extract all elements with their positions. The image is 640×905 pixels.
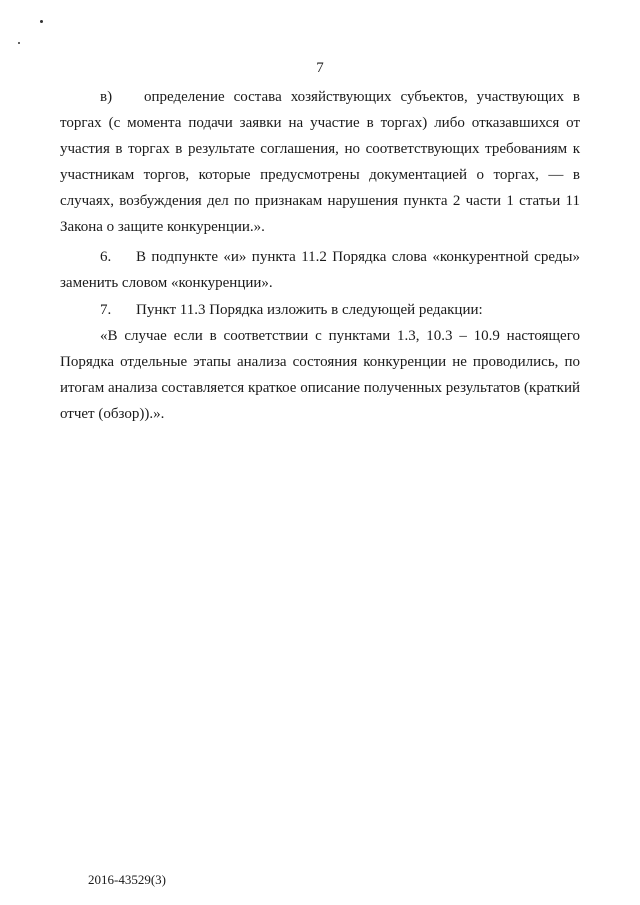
item-7-text: Пункт 11.3 Порядка изложить в следующей редакции: xyxy=(136,302,483,318)
item-7-paragraph xyxy=(60,297,580,323)
scan-speck xyxy=(18,42,20,44)
item-6-number: 6. xyxy=(100,249,112,265)
item-6-first-line: В подпункте «и» пункта 11.2 Порядка слова «конкурентной среды» xyxy=(136,249,580,265)
quoted-text-paragraph xyxy=(60,323,580,427)
page-number: 7 xyxy=(316,60,324,76)
document-code: 2016-43529(3) xyxy=(88,872,166,887)
item-6-rest: заменить словом «конкуренции». xyxy=(60,275,273,291)
item-v-first-line: определение состава хозяйствующих субъектов, участвующих в xyxy=(144,89,580,105)
scan-speck xyxy=(40,20,43,23)
item-v-marker: в) xyxy=(100,89,113,105)
item-6-paragraph xyxy=(60,244,580,296)
item-7-number: 7. xyxy=(100,302,112,318)
item-v-paragraph xyxy=(60,84,580,240)
quoted-text: «В случае если в соответствии с пунктами 1.3, 10.3 – 10.9 настоящего Порядка отдельные этапы анализа состояния конкуренции не проводились, по итогам анализа составляется краткое описание полученных результатов (краткий отчет (обзор)).». xyxy=(60,328,580,422)
item-v-rest: торгах (с момента подачи заявки на участие в торгах) либо отказавшихся от участия в торгах в результате соглашения, но соответствующих требованиям к участникам торгов, которые предусмотрены документацией о торгах, — в случаях, возбуждения дел по признакам нарушения пункта 2 части 1 статьи 11 Закона о защите конкуренции.». xyxy=(60,115,580,235)
